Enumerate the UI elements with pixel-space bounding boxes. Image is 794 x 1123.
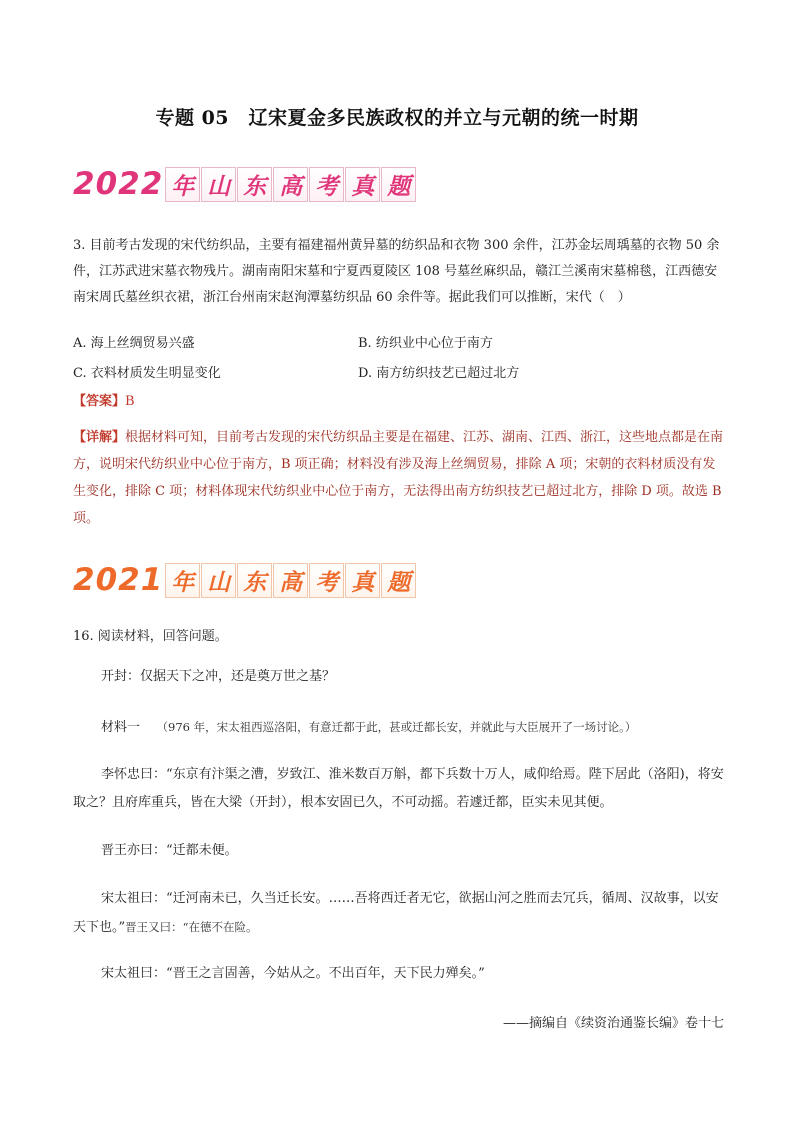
banner-char: 山 — [201, 167, 236, 202]
banner-char: 高 — [273, 563, 308, 598]
paragraph-jin-wang-1: 晋王亦曰：“迁都未便。 — [101, 843, 238, 858]
answer-value: B — [125, 394, 135, 409]
jin-wang-reply: 晋王又曰：“在德不在险。 — [125, 920, 258, 934]
banner-char: 东 — [237, 563, 272, 598]
banner-char: 题 — [381, 563, 416, 598]
question-3-text: 3. 目前考古发现的宋代纺织品，主要有福建福州黄异墓的纺织品和衣物 300 余件，江苏金坛周瑀墓的衣物 50 余件，江苏武进宋墓衣物残片。湖南南阳宋墓和宁夏西夏陵区 108 号墓丝麻织品，赣江兰溪南宋墓棉毯，江西德安南宋周氏墓丝织衣裙，浙江台州南宋赵洵潭墓纺织品 60 余件等。据此我们可以推断，宋代（ ） — [73, 238, 720, 305]
banner-char: 真 — [345, 167, 380, 202]
banner-2021-shandong-exam — [73, 560, 417, 600]
banner-char: 高 — [273, 167, 308, 202]
material-intro: （976 年，宋太祖西巡洛阳，有意迁都于此，甚或迁都长安，并就此与大臣展开了一场讨论。） — [156, 720, 637, 734]
material-label: 材料一 — [101, 720, 141, 735]
question-16-heading: 开封：仅据天下之冲，还是奠万世之基？ — [101, 669, 336, 684]
option-row — [73, 326, 725, 356]
question-3-options — [73, 326, 725, 386]
banner-chars — [165, 167, 417, 202]
paragraph-song-taizu-2: 宋太祖曰：“晋王之言固善，今姑从之。不出百年，天下民力殚矣。” — [101, 966, 485, 981]
option-b: B. 纺织业中心位于南方 — [358, 335, 493, 351]
answer-line — [73, 389, 135, 415]
banner-chars — [165, 563, 417, 598]
banner-year: 2021 — [73, 562, 164, 598]
banner-char: 真 — [345, 563, 380, 598]
option-row — [73, 356, 725, 386]
banner-2022-shandong-exam — [73, 164, 417, 204]
banner-char: 年 — [165, 167, 200, 202]
banner-char: 考 — [309, 563, 344, 598]
banner-char: 考 — [309, 167, 344, 202]
detail-explanation — [73, 424, 725, 532]
paragraph-song-taizu-1 — [73, 885, 725, 942]
detail-tag: 【详解】 — [73, 430, 126, 445]
banner-char: 年 — [165, 563, 200, 598]
banner-year: 2022 — [73, 166, 164, 202]
option-c: C. 衣料材质发生明显变化 — [73, 365, 221, 381]
banner-char: 题 — [381, 167, 416, 202]
option-d: D. 南方纺织技艺已超过北方 — [358, 365, 520, 381]
question-16-stem: 16. 阅读材料，回答问题。 — [73, 629, 228, 644]
banner-char: 山 — [201, 563, 236, 598]
source-citation: ——摘编自《续资治通鉴长编》卷十七 — [502, 1016, 724, 1031]
material-one-intro — [73, 713, 725, 742]
detail-text: 根据材料可知，目前考古发现的宋代纺织品主要是在福建、江苏、湖南、江西、浙江，这些地点都是在南方，说明宋代纺织业中心位于南方，B 项正确；材料没有涉及海上丝绸贸易，排除 A 项；宋朝的衣料材质没有发生变化，排除 C 项；材料体现宋代纺织业中心位于南方，无法得出南方纺织技艺已超过北方，排除 D 项。故选 B 项。 — [73, 430, 724, 526]
document-title: 专题 05 辽宋夏金多民族政权的并立与元朝的统一时期 — [155, 107, 639, 129]
answer-tag: 【答案】 — [73, 394, 126, 409]
paragraph-li-huaizhong: 李怀忠曰：“东京有汴渠之漕，岁致江、淮米数百万斛，都下兵数十万人，咸仰给焉。陛下居此（洛阳)，将安取之？且府库重兵，皆在大梁（开封），根本安固已久，不可动摇。若遽迁都，臣实未见其便。 — [73, 767, 724, 810]
banner-char: 东 — [237, 167, 272, 202]
option-a: A. 海上丝绸贸易兴盛 — [73, 335, 195, 351]
song-taizu-speech: 宋太祖曰：“迁河南未已，久当迁长安。……吾将西迁者无它，欲据山河之胜而去冗兵，循周、汉故事，以安天下也。” — [73, 891, 719, 935]
